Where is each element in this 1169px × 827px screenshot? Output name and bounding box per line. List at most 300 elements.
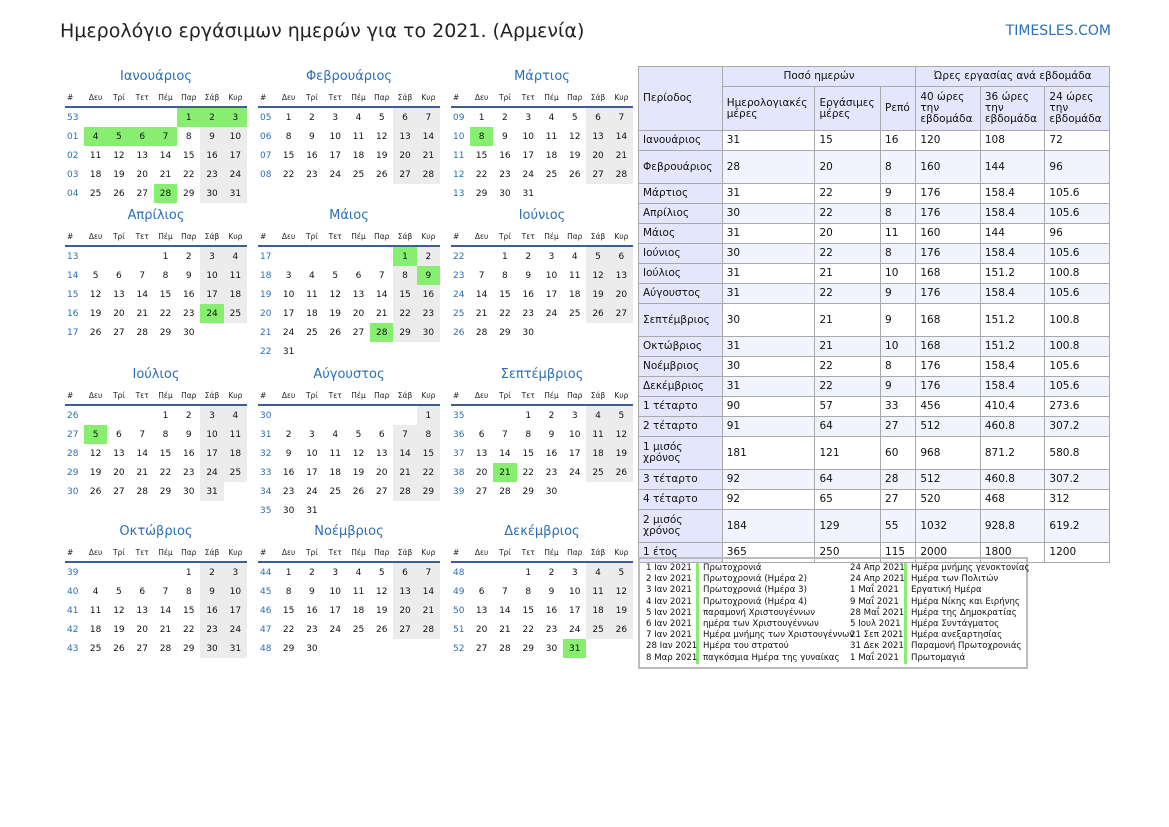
summary-row [639,131,1110,151]
day-cell: 11 [329,448,341,459]
summary-cell: 55 [881,510,916,543]
day-cell: 1 [417,405,440,425]
day-cell: 31 [224,184,247,203]
summary-cell: 21 [815,337,881,357]
day-cell [324,639,347,658]
day-cell: 2 [185,410,192,421]
month-grid [258,544,440,658]
summary-cell: 105.6 [1045,284,1110,304]
weekday-header: Τρί [300,228,323,246]
day-cell: 10 [329,131,341,142]
week-row [451,165,633,184]
day-cell [324,405,347,425]
day-cell: 24 [306,486,318,497]
summary-cell: 31 [722,184,815,204]
day-cell: 28 [499,486,511,497]
day-cell: 13 [393,127,416,146]
weekday-header: Δευ [470,228,493,246]
day-cell: 24 [282,327,295,338]
weekday-header: Τρί [493,228,516,246]
day-cell: 2 [185,251,192,262]
day-cell: 26 [376,169,388,180]
day-cell: 22 [183,624,195,635]
summary-row [639,184,1110,204]
day-cell: 18 [329,467,341,478]
holiday-name: Ημέρα των Πολιτών [911,574,999,585]
day-cell: 30 [200,184,223,203]
day-cell: 3 [332,567,339,578]
week-number: 09 [453,112,465,123]
weekday-header: Κυρ [610,89,633,107]
summary-row [639,304,1110,337]
day-cell: 12 [610,425,633,444]
day-cell [300,342,323,361]
day-cell: 13 [113,448,125,459]
week-row [65,146,247,165]
week-number: 22 [453,251,465,262]
holiday-item [846,630,1030,641]
day-cell: 5 [586,246,609,266]
day-cell [131,405,154,425]
day-cell: 19 [610,601,633,620]
summary-cell: 250 [815,543,881,563]
day-cell: 22 [282,624,295,635]
day-cell: 4 [84,127,107,146]
period-label: Αύγουστος [639,284,723,304]
day-cell: 26 [89,486,102,497]
day-cell: 2 [285,429,292,440]
day-cell: 29 [393,323,416,342]
day-cell: 25 [329,486,341,497]
week-row [258,405,440,425]
day-cell: 6 [378,429,385,440]
day-cell: 27 [136,188,148,199]
day-cell: 20 [113,467,125,478]
day-cell: 19 [352,467,365,478]
day-cell [370,639,393,658]
day-cell: 20 [352,308,365,319]
summary-cell: 365 [722,543,815,563]
summary-row [639,470,1110,490]
day-cell: 5 [84,425,107,444]
day-cell: 19 [376,605,388,616]
day-cell [324,501,347,520]
day-cell: 21 [417,146,440,165]
summary-cell: 65 [815,490,881,510]
weekday-header: Τετ [324,89,347,107]
week-row [451,482,633,501]
week-number: 52 [453,643,465,654]
holiday-name: Ημέρα της Δημοκρατίας [911,607,1017,618]
weekday-header: Παρ [370,387,393,405]
summary-row [639,397,1110,417]
day-cell: 25 [89,643,102,654]
week-number-header: # [451,228,470,246]
holiday-item [642,597,854,608]
day-cell: 17 [569,448,581,459]
day-cell: 6 [393,562,416,582]
day-cell: 17 [200,285,223,304]
day-cell: 10 [200,425,223,444]
week-number-header: # [258,544,277,562]
period-label: Ιούνιος [639,244,723,264]
day-cell: 18 [352,150,365,161]
summary-cell: 120 [916,131,981,151]
day-cell: 29 [159,486,172,497]
weekday-header: Τρί [493,544,516,562]
day-cell: 3 [332,112,339,123]
week-number: 03 [67,169,79,180]
weekday-header: Δευ [470,387,493,405]
week-row [258,342,440,361]
month-name: Νοέμβριος [314,524,384,539]
day-cell: 6 [116,429,122,440]
day-cell: 3 [548,251,555,262]
day-cell: 25 [306,327,318,338]
weekday-header: Παρ [370,228,393,246]
day-cell: 13 [376,448,388,459]
weekday-header: Σάβ [200,544,223,562]
holiday-date: 1 Μαΐ 2021 [846,585,907,596]
week-row [258,266,440,285]
day-cell: 17 [545,289,558,300]
day-cell: 6 [586,107,609,127]
summary-cell: 158.4 [980,284,1045,304]
day-cell [610,184,633,203]
day-cell: 10 [522,131,534,142]
week-row [258,639,440,658]
day-cell [470,562,493,582]
day-cell: 8 [470,127,493,146]
weekday-header: Τετ [517,544,540,562]
week-number: 53 [67,112,79,123]
day-cell: 23 [499,169,511,180]
week-row [258,463,440,482]
week-number: 19 [260,289,272,300]
day-cell: 3 [200,246,223,266]
day-cell: 16 [200,601,223,620]
summary-cell: 15 [815,131,881,151]
day-cell: 2 [309,112,315,123]
day-cell: 7 [378,270,385,281]
day-cell: 21 [475,308,488,319]
day-cell [324,342,347,361]
holiday-item [846,585,1030,596]
day-cell: 22 [282,169,295,180]
weekday-header: Παρ [177,544,200,562]
holiday-item [846,563,1030,574]
day-cell [224,482,247,501]
day-cell [370,342,393,361]
week-row [451,127,633,146]
holiday-item [846,608,1030,619]
month-name: Φεβρουάριος [305,69,393,84]
weekday-header: Πέμ [540,228,563,246]
day-cell: 20 [586,146,609,165]
week-number: 47 [260,624,272,635]
summary-cell: 176 [916,284,981,304]
week-row [451,582,633,601]
day-cell [347,405,370,425]
day-cell: 27 [113,486,125,497]
period-label: 1 έτος [639,543,723,563]
weekday-header: Κυρ [417,89,440,107]
day-cell: 17 [282,308,295,319]
summary-row [639,244,1110,264]
month-grid [451,89,633,203]
day-cell: 21 [136,467,148,478]
day-cell: 21 [393,463,416,482]
summary-cell: 91 [722,417,815,437]
holiday-date: 9 Μαΐ 2021 [846,597,907,608]
day-cell: 2 [548,567,555,578]
period-label: 4 τέταρτο [639,490,723,510]
day-cell: 8 [285,131,292,142]
day-cell: 25 [545,169,558,180]
day-cell: 31 [306,505,318,516]
weekday-header: Τετ [131,544,154,562]
week-number: 07 [260,150,272,161]
summary-cell: 64 [815,417,881,437]
day-cell: 6 [393,107,416,127]
day-cell: 3 [571,567,578,578]
summary-cell: 871.2 [980,437,1045,470]
week-row [65,463,247,482]
holiday-date: 1 Μαΐ 2021 [846,653,907,664]
day-cell: 5 [92,270,99,281]
summary-cell: 151.2 [980,264,1045,284]
week-row [258,444,440,463]
day-cell: 23 [200,620,223,639]
day-cell: 16 [183,448,195,459]
site-link[interactable]: TIMESLES.COM [1005,23,1111,39]
day-cell: 28 [610,165,633,184]
day-cell: 30 [499,188,511,199]
week-number: 14 [67,270,79,281]
week-row [258,562,440,582]
day-cell: 25 [224,304,247,323]
day-cell [493,405,516,425]
day-cell: 2 [200,562,223,582]
period-label: 2 τέταρτο [639,417,723,437]
weekday-header: Παρ [563,89,586,107]
summary-cell: 8 [881,151,916,184]
month-grid [451,544,633,658]
day-cell: 23 [306,624,318,635]
day-cell: 16 [200,146,223,165]
day-cell [417,501,440,520]
week-row [451,562,633,582]
summary-row [639,437,1110,470]
period-label: Φεβρουάριος [639,151,723,184]
day-cell: 17 [329,605,341,616]
day-cell: 27 [352,327,365,338]
summary-cell: 619.2 [1045,510,1110,543]
week-row [65,639,247,658]
day-cell: 3 [285,270,292,281]
day-cell: 24 [224,620,247,639]
holiday-date: 4 Ιαν 2021 [642,597,699,608]
summary-cell: 10 [881,337,916,357]
week-number: 01 [67,131,79,142]
day-cell: 26 [89,327,102,338]
week-row [451,304,633,323]
summary-cell: 460.8 [980,417,1045,437]
week-number: 38 [453,467,465,478]
week-number: 22 [260,346,272,357]
page-title: Ημερολόγιο εργάσιμων ημερών για το 2021. (Αρμενία) [60,20,585,42]
day-cell: 11 [586,425,609,444]
day-cell: 29 [417,482,440,501]
week-number: 02 [67,150,79,161]
day-cell: 12 [113,605,125,616]
day-cell: 7 [478,270,485,281]
day-cell: 16 [183,289,195,300]
weekday-header: Παρ [177,387,200,405]
day-cell: 2 [502,112,508,123]
day-cell [563,323,586,342]
day-cell: 30 [545,643,558,654]
day-cell: 2 [525,251,532,262]
day-cell: 3 [224,107,247,127]
holiday-date: 3 Ιαν 2021 [642,585,699,596]
day-cell: 29 [282,643,295,654]
day-cell: 23 [417,304,440,323]
day-cell [540,184,563,203]
day-cell [277,246,300,266]
weekday-header: Δευ [84,228,107,246]
weekday-header: Κυρ [417,544,440,562]
day-cell: 12 [89,448,102,459]
summary-cell: 144 [980,151,1045,184]
summary-row [639,224,1110,244]
holiday-item [642,630,854,641]
day-cell: 10 [545,270,558,281]
week-row [258,501,440,520]
day-cell: 8 [285,586,292,597]
weekday-header: Σάβ [393,387,416,405]
day-cell: 19 [376,150,388,161]
day-cell: 1 [162,251,169,262]
week-row [258,601,440,620]
day-cell [224,323,247,342]
week-number: 48 [453,567,465,578]
day-cell: 29 [499,327,511,338]
holiday-date: 28 Μαΐ 2021 [846,608,907,619]
day-cell: 10 [306,448,318,459]
day-cell: 27 [113,327,125,338]
day-cell: 8 [162,429,169,440]
day-cell: 12 [610,582,633,601]
day-cell: 10 [569,429,581,440]
day-cell: 25 [352,169,365,180]
day-cell: 12 [376,131,388,142]
day-cell: 14 [376,289,388,300]
holiday-date: 7 Ιαν 2021 [642,630,699,641]
day-cell: 13 [475,605,488,616]
day-cell: 17 [569,605,581,616]
summary-cell: 176 [916,204,981,224]
day-cell: 7 [502,429,508,440]
summary-cell: 92 [722,470,815,490]
day-cell: 26 [376,624,388,635]
day-cell: 10 [329,586,341,597]
weekday-header: Τετ [324,387,347,405]
day-cell: 18 [89,624,102,635]
day-cell: 10 [224,582,247,601]
weekday-header: Πέμ [154,544,177,562]
weekday-header: Δευ [277,89,300,107]
day-cell: 29 [159,327,172,338]
weekday-header: Κυρ [417,228,440,246]
summary-cell: 30 [722,304,815,337]
day-cell: 23 [282,486,295,497]
week-number-header: # [65,387,84,405]
day-cell: 11 [569,270,581,281]
weekday-header: Τρί [107,89,130,107]
day-cell: 11 [586,582,609,601]
month-name: Σεπτέμβριος [500,367,584,382]
holiday-name: Ημέρα μνήμης των Χριστουγέννων [703,630,855,641]
summary-cell: 168 [916,304,981,337]
week-row [258,323,440,342]
week-number: 35 [453,410,465,421]
period-label: 3 τέταρτο [639,470,723,490]
day-cell: 6 [139,586,146,597]
day-cell [470,405,493,425]
day-cell: 1 [285,112,292,123]
month-calendar [451,68,633,203]
holiday-date: 31 Δεκ 2021 [846,641,907,652]
summary-cell: 22 [815,204,881,224]
day-cell: 12 [376,586,388,597]
day-cell: 11 [224,425,247,444]
day-cell: 3 [200,405,223,425]
day-cell [300,405,323,425]
day-cell: 4 [355,567,362,578]
summary-cell: 21 [815,304,881,337]
summary-cell: 105.6 [1045,244,1110,264]
day-cell: 17 [522,150,534,161]
day-cell [586,184,609,203]
weekday-header: Τρί [300,387,323,405]
summary-cell: 20 [815,151,881,184]
day-cell: 4 [224,246,247,266]
summary-cell: 181 [722,437,815,470]
day-cell: 11 [306,289,318,300]
day-cell: 7 [417,107,440,127]
day-cell: 22 [183,169,195,180]
day-cell: 16 [522,289,534,300]
day-cell: 19 [610,444,633,463]
holiday-date: 6 Ιαν 2021 [642,619,699,630]
day-cell: 22 [522,467,534,478]
week-number-header: # [258,89,277,107]
day-cell: 28 [370,323,393,342]
summary-cell: 168 [916,337,981,357]
summary-cell: 151.2 [980,337,1045,357]
week-row [65,482,247,501]
month-calendar [65,523,247,658]
day-cell: 2 [417,246,440,266]
day-cell [154,562,177,582]
day-cell: 5 [355,429,362,440]
day-cell: 2 [309,567,315,578]
day-cell: 20 [393,601,416,620]
summary-cell: 2000 [916,543,981,563]
month-name: Απρίλιος [127,208,185,223]
week-number-header: # [451,387,470,405]
